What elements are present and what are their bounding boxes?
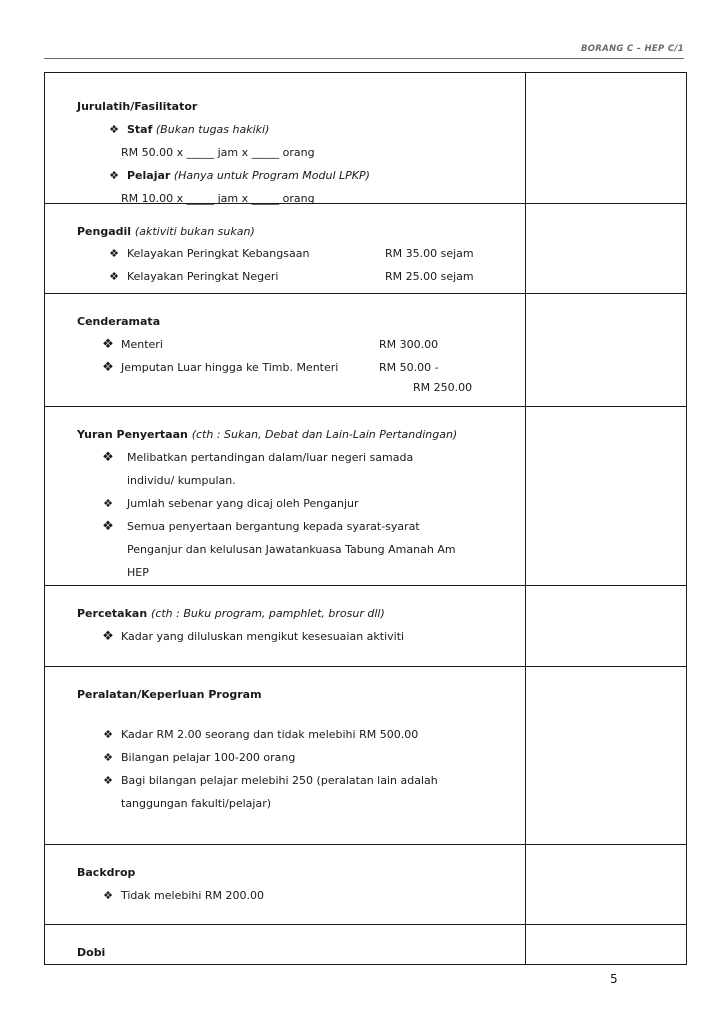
section-title: Yuran Penyertaan (cth : Sukan, Debat dan Lain-Lain Pertandingan): [77, 428, 458, 441]
section-dobi: [45, 925, 525, 964]
diamond-bullet-icon: ❖: [103, 497, 113, 510]
list-item: ❖ Bilangan pelajar 100-200 orang: [77, 746, 525, 769]
list-item-continuation: HEP: [127, 566, 149, 579]
section-title: Jurulatih/Fasilitator: [77, 100, 198, 113]
table-row: [45, 294, 687, 407]
list-item: ❖ Kadar yang diluluskan mengikut kesesuaian aktiviti: [77, 625, 525, 648]
table-row: [45, 73, 687, 204]
diamond-bullet-icon: ❖: [102, 519, 114, 534]
header-rule: [44, 58, 684, 59]
diamond-bullet-icon: ❖: [109, 123, 119, 136]
section-percetakan: [45, 586, 525, 666]
table-row: [45, 407, 687, 586]
diamond-bullet-icon: ❖: [103, 751, 113, 764]
amount-cell: [526, 294, 687, 407]
section-backdrop: [45, 845, 525, 924]
diamond-bullet-icon: ❖: [103, 774, 113, 787]
amount-cell: [526, 586, 687, 667]
list-item: ❖ Tidak melebihi RM 200.00: [77, 884, 525, 907]
list-item: ❖ Menteri RM 300.00: [77, 333, 525, 356]
list-item: ❖ Kelayakan Peringkat Negeri RM 25.00 sejam: [77, 265, 525, 288]
amount-cell: [526, 407, 687, 586]
section-title: Percetakan (cth : Buku program, pamphlet, brosur dll): [77, 607, 385, 620]
diamond-bullet-icon: ❖: [102, 450, 114, 465]
diamond-bullet-icon: ❖: [103, 889, 113, 902]
list-item: ❖ Melibatkan pertandingan dalam/luar negeri samada: [77, 446, 525, 469]
section-cenderamata: Cenderamata ❖ Menteri RM 300.00 ❖ Jemputan Luar hingga ke Timb. Menteri RM 50.00 - RM 250.00: [45, 294, 525, 406]
section-title: Dobi: [77, 946, 106, 959]
table-row: [45, 586, 687, 667]
section-pengadil: [45, 204, 525, 293]
section-title: Peralatan/Keperluan Program: [77, 688, 262, 701]
section-jurulatih: [45, 73, 525, 203]
diamond-bullet-icon: ❖: [102, 629, 114, 644]
list-item: ❖ Jumlah sebenar yang dicaj oleh Penganjur: [77, 492, 525, 515]
diamond-bullet-icon: ❖: [102, 337, 114, 352]
table-row: [45, 845, 687, 925]
rate-line: RM 10.00 x _____ jam x _____ orang: [121, 192, 315, 205]
list-item: ❖ Kadar RM 2.00 seorang dan tidak melebihi RM 500.00: [77, 723, 525, 746]
list-item-continuation: individu/ kumpulan.: [127, 474, 236, 487]
section-yuran: [45, 407, 525, 585]
diamond-bullet-icon: ❖: [109, 169, 119, 182]
list-item: ❖ Jemputan Luar hingga ke Timb. Menteri RM 50.00 -: [77, 356, 525, 379]
table-row: [45, 925, 687, 965]
amount-cell: [526, 204, 687, 294]
amount-cell: [526, 73, 687, 204]
amount-cell: [526, 925, 687, 965]
table-row: [45, 667, 687, 845]
list-item: ❖ Bagi bilangan pelajar melebihi 250 (peralatan lain adalah: [77, 769, 525, 792]
amount-cell: [526, 845, 687, 925]
form-code-header: BORANG C – HEP C/1: [580, 44, 684, 54]
list-item-continuation: Penganjur dan kelulusan Jawatankuasa Tabung Amanah Am: [127, 543, 456, 556]
section-peralatan: [45, 667, 525, 844]
diamond-bullet-icon: ❖: [103, 728, 113, 741]
page-number: 5: [610, 972, 618, 986]
allowance-table: [44, 72, 687, 965]
rate-line: RM 50.00 x _____ jam x _____ orang: [121, 146, 315, 159]
amount-cell: [526, 667, 687, 845]
section-title: Pengadil (aktiviti bukan sukan): [77, 225, 255, 238]
table-row: [45, 204, 687, 294]
list-item: ❖ Semua penyertaan bergantung kepada syarat-syarat: [77, 515, 525, 538]
diamond-bullet-icon: ❖: [102, 360, 114, 375]
diamond-bullet-icon: ❖: [109, 270, 119, 283]
section-title: Backdrop: [77, 866, 136, 879]
list-item: ❖ Staf (Bukan tugas hakiki): [77, 118, 525, 141]
list-item: ❖ Pelajar (Hanya untuk Program Modul LPKP): [77, 164, 525, 187]
section-title: Cenderamata: [77, 315, 161, 328]
diamond-bullet-icon: ❖: [109, 247, 119, 260]
list-item: ❖ Kelayakan Peringkat Kebangsaan RM 35.00 sejam: [77, 242, 525, 265]
list-item-continuation: tanggungan fakulti/pelajar): [121, 797, 272, 810]
